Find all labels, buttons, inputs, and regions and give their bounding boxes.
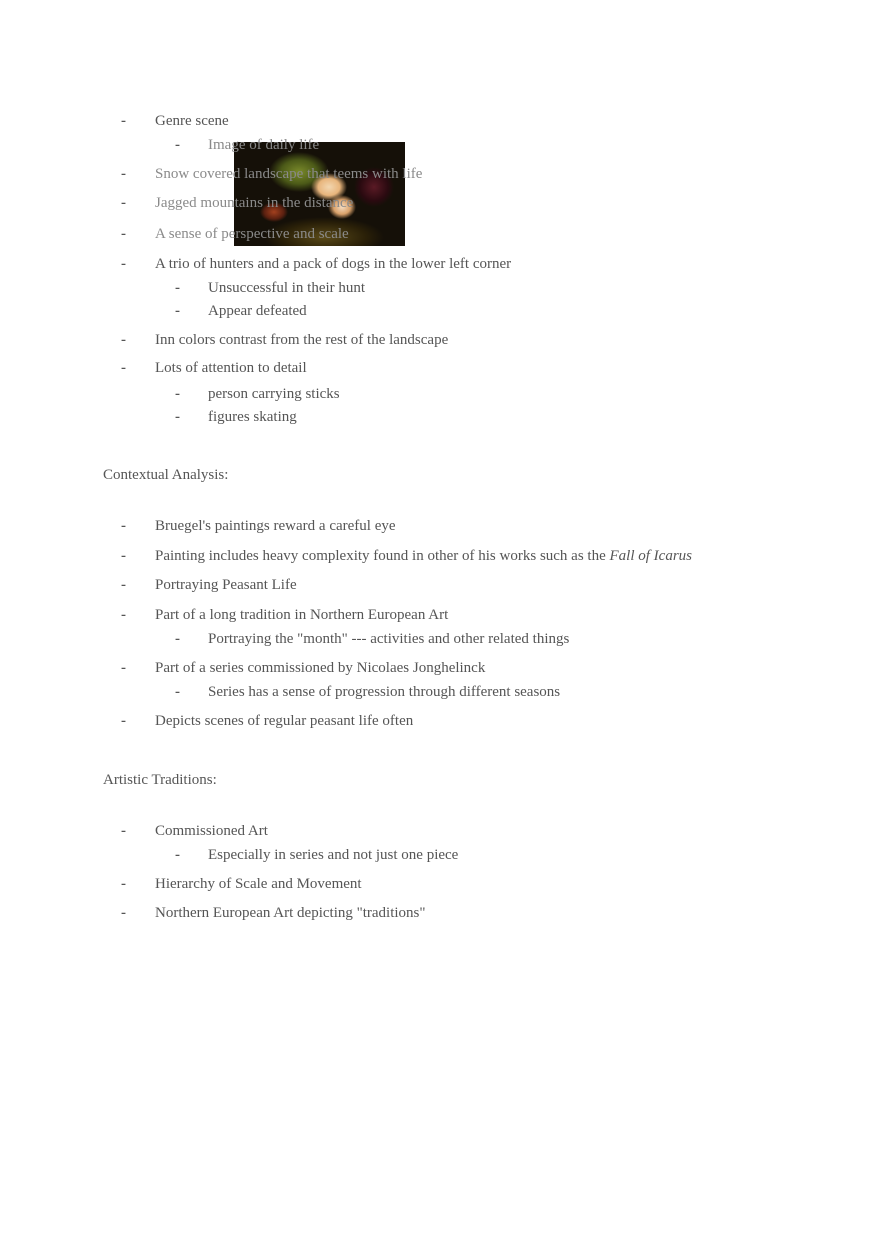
dash-bullet: - bbox=[121, 256, 126, 272]
dash-bullet: - bbox=[175, 280, 180, 296]
section-heading-traditions: Artistic Traditions: bbox=[103, 772, 217, 788]
item-text bbox=[155, 548, 692, 565]
item-text: Genre scene bbox=[155, 113, 229, 129]
item-text: Portraying Peasant Life bbox=[155, 577, 297, 593]
item-text: Jagged mountains in the distance bbox=[155, 195, 354, 211]
item-text: person carrying sticks bbox=[208, 386, 340, 402]
dash-bullet: - bbox=[175, 386, 180, 402]
item-text: A trio of hunters and a pack of dogs in the lower left corner bbox=[155, 256, 512, 272]
item-text: Part of a series commissioned by Nicolaes Jonghelinck bbox=[155, 660, 486, 676]
item-text: Inn colors contrast from the rest of the landscape bbox=[155, 332, 449, 348]
dash-bullet: - bbox=[175, 847, 180, 863]
section-heading-contextual: Contextual Analysis: bbox=[103, 467, 229, 483]
item-text: Unsuccessful in their hunt bbox=[208, 280, 366, 296]
dash-bullet: - bbox=[121, 360, 126, 376]
dash-bullet: - bbox=[121, 905, 126, 921]
item-text: Hierarchy of Scale and Movement bbox=[155, 876, 362, 892]
item-text: Especially in series and not just one piece bbox=[208, 847, 459, 863]
item-text: Lots of attention to detail bbox=[155, 360, 307, 376]
dash-bullet: - bbox=[175, 303, 180, 319]
dash-bullet: - bbox=[121, 577, 126, 593]
item-text: Series has a sense of progression through different seasons bbox=[208, 684, 561, 700]
item-text: Commissioned Art bbox=[155, 823, 268, 839]
item-text: Snow covered landscape that teems with life bbox=[155, 166, 423, 182]
dash-bullet: - bbox=[121, 660, 126, 676]
dash-bullet: - bbox=[175, 137, 180, 153]
dash-bullet: - bbox=[121, 332, 126, 348]
dash-bullet: - bbox=[175, 409, 180, 425]
dash-bullet: - bbox=[121, 823, 126, 839]
dash-bullet: - bbox=[121, 166, 126, 182]
item-text: A sense of perspective and scale bbox=[155, 226, 349, 242]
item-text: Image of daily life bbox=[208, 137, 320, 153]
artwork-title: Fall of Icarus bbox=[609, 548, 693, 564]
dash-bullet: - bbox=[175, 684, 180, 700]
item-text: Depicts scenes of regular peasant life often bbox=[155, 713, 414, 729]
item-text: Bruegel's paintings reward a careful eye bbox=[155, 518, 396, 534]
item-text: Northern European Art depicting "traditions" bbox=[155, 905, 426, 921]
dash-bullet: - bbox=[121, 548, 126, 564]
item-text: Appear defeated bbox=[208, 303, 307, 319]
item-text: Portraying the "month" --- activities and other related things bbox=[208, 631, 570, 647]
dash-bullet: - bbox=[121, 195, 126, 211]
dash-bullet: - bbox=[175, 631, 180, 647]
dash-bullet: - bbox=[121, 226, 126, 242]
dash-bullet: - bbox=[121, 876, 126, 892]
item-text: figures skating bbox=[208, 409, 297, 425]
item-text-plain: Painting includes heavy complexity found in other of his works such as the bbox=[155, 548, 610, 564]
dash-bullet: - bbox=[121, 518, 126, 534]
item-text: Part of a long tradition in Northern European Art bbox=[155, 607, 449, 623]
dash-bullet: - bbox=[121, 113, 126, 129]
dash-bullet: - bbox=[121, 607, 126, 623]
dash-bullet: - bbox=[121, 713, 126, 729]
